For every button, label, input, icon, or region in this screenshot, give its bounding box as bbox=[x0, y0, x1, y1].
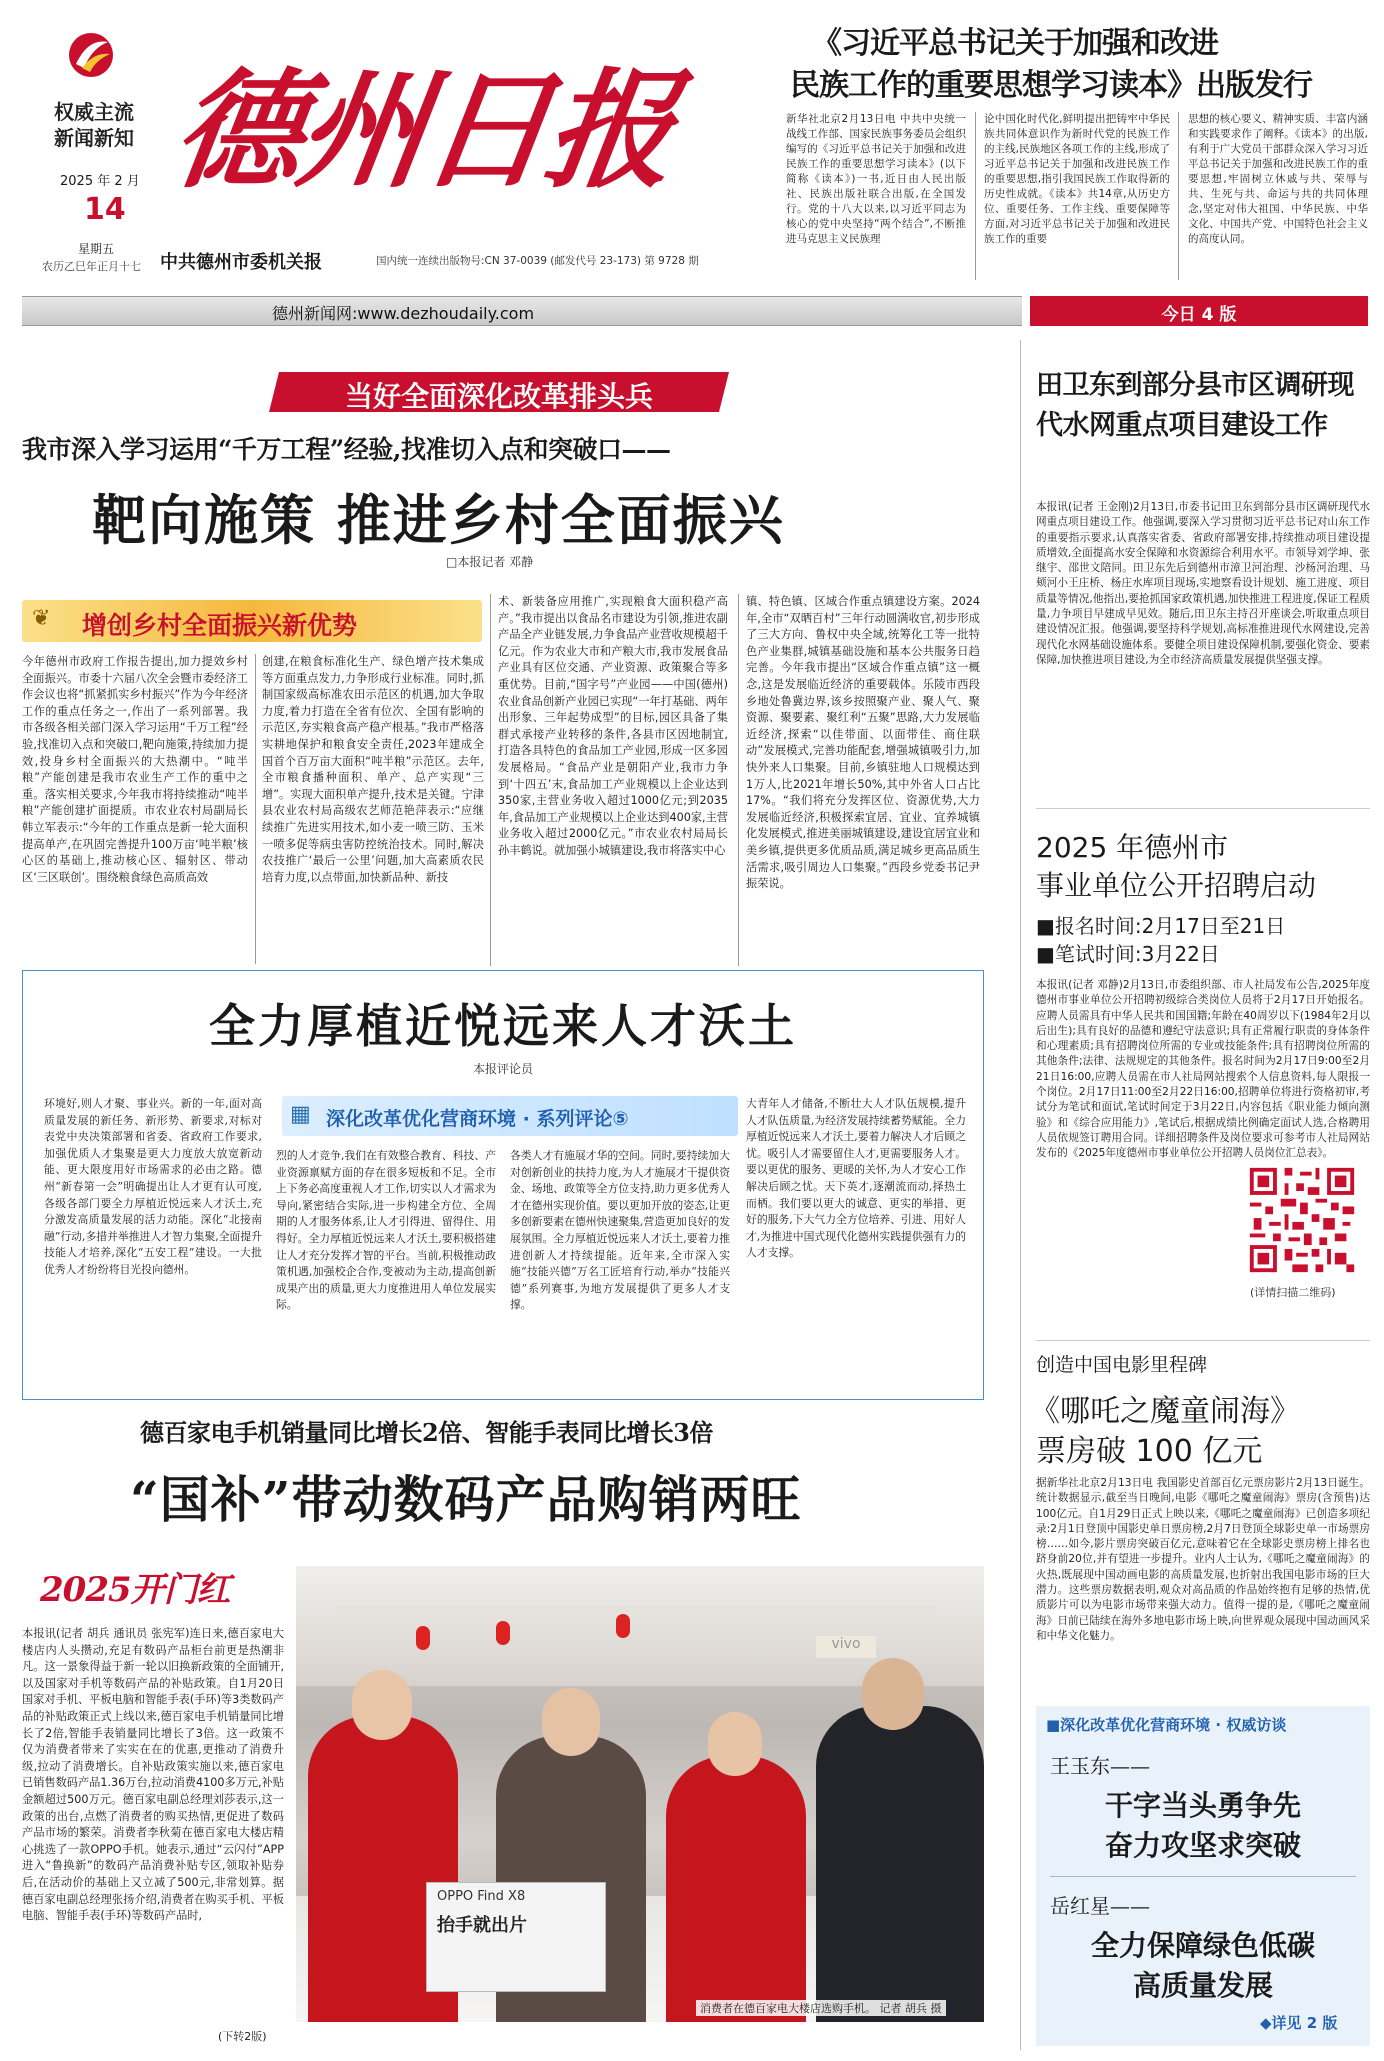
newspaper-logo-icon bbox=[66, 30, 116, 80]
see-page-2-link[interactable]: ◆详见 2 版 bbox=[1260, 2014, 1338, 2032]
qr-code-icon[interactable] bbox=[1246, 1164, 1358, 1276]
continued-note: (下转2版) bbox=[214, 2028, 267, 2044]
lead-col4: 镇、特色镇、区域合作重点镇建设方案。2024年,全市“双晒百村”三年行动圆满收官,初步形成了三大方向、鲁权中央全域,统筹化工等一批特色产业集群,城镇基础设施和基本公共服务日趋完善。今年我市提出“区域合作重点镇”这一概念,这是发展临近经济的重要载体。乐陵市西段乡地处鲁冀边界,该乡按照聚产业、聚人气、聚资源、聚要素、聚红利“五聚”思路,大力发展临近经济,探索“以佳带面、以面带佳、商住联动”发展模式,完善功能配套,增强城镇吸引力,加快外来人口集聚。目前,乡镇驻地人口规模达到1万人,比2021年增长50%,其中外省人口占比17%。“我们将充分发挥区位、资源优势,大力发展临近经济,积极探索宜居、宜业、宜养城镇化发展模式,推进美丽城镇建设,建设宜居宜业和美乡镇,提供更多优质品质,满足城乡更高品质生活需求,吸引周边人口集聚。”西段乡党委书记尹振荣说。 bbox=[746, 595, 980, 891]
rural-subbanner-text: 增创乡村全面振兴新优势 bbox=[82, 611, 358, 640]
publication-info: 国内统一连续出版物号:CN 37-0039 (邮发代号 23-173) 第 9728 期 bbox=[376, 255, 699, 267]
story2-headline-line1: 2025 年德州市 bbox=[1036, 831, 1229, 864]
top-story-title-line1: 《习近平总书记关于加强和改进 bbox=[812, 26, 1218, 61]
rural-subbanner bbox=[22, 600, 482, 642]
issue-year-month: 2025 年 2 月 bbox=[60, 174, 140, 189]
lead-col2: 创建,在粮食标准化生产、绿色增产技术集成等方面重点发力,力争形成行业标准。同时,抓制国家级高标准农田示范区的机遇,加大争取力度,着力打造在全省有位次、全国有影响的示范区,夯实粮食高产稳产根基。”我市严格落实耕地保护和粮食安全责任,2023年建成全国首个百万亩大面积“吨半粮”示范区。去年,全市粮食播种面积、单产、总产实现“三增”。实现大面积单产提升,技术是关键。宁津县农业农村局高级农艺师范艳萍表示:“应继续推广先进实用技术,如小麦一喷三防、玉米一喷多促等病虫害防控统治技术。同时,解决农技推广‘最后一公里’问题,加大高素质农民培育力度,以点带面,加快新品种、新技 bbox=[262, 655, 484, 884]
interview-box bbox=[1036, 1706, 1370, 2046]
lead-col1: 今年德州市政府工作报告提出,加力提效乡村全面振兴。市委十六届八次全会暨市委经济工作会议也将“抓紧抓实乡村振兴”作为今年经济工作的重点任务之一,作出了一系列部署。我市各级各相关部门深入学习运用“千万工程”经验,找准切入点和突破口,靶向施策,持续加力提效,投身乡村全面振兴的大热潮中。“吨半粮”产能创建是我市农业生产工作的重中之重。落实相关要求,今年我市将持续推动“吨半粮”产能创建扩面提质。市农业农村局副局长韩立军表示:“今年的工作重点是新一轮大面积提高单产,在巩固完善提升100万亩‘吨半粮’核心区的基础上,推动核心区、辐射区、带动区‘三区联创’。围绕粮食绿色高质高效 bbox=[22, 655, 248, 884]
top-story-col2: 论中国化时代化,鲜明提出把铸牢中华民族共同体意识作为新时代党的民族工作的主线,民族地区各项工作的主线,形成了习近平总书记关于加强和改进民族工作的重要思想,指引我国民族工作取得新的历史性成就。《读本》共14章,从历史方位、重要任务、工作主线、重要保障等方面,对习近平总书记关于加强和改进民族工作的重要 bbox=[984, 113, 1170, 245]
interview1-title-line2: 奋力攻坚求突破 bbox=[1104, 1829, 1301, 1862]
story2-headline-line2: 事业单位公开招聘启动 bbox=[1036, 869, 1317, 902]
editorial-byline: 本报评论员 bbox=[472, 1062, 533, 1076]
interview2-name: 岳红星—— bbox=[1050, 1894, 1150, 1918]
website-url[interactable]: 德州新闻网:www.dezhoudaily.com bbox=[272, 304, 535, 323]
top-story-col3: 思想的核心要义、精神实质、丰富内涵和实践要求作了阐释。《读本》的出版,有利于广大党员干部群众深入学习习近平总书记关于加强和改进民族工作的重要思想,牢固树立休戚与共、荣辱与共、生死与共、命运与共的共同体理念,坚定对伟大祖国、中华民族、中华文化、中国共产党、中国特色社会主义的高度认同。 bbox=[1188, 113, 1368, 245]
story3-kicker: 创造中国电影里程碑 bbox=[1036, 1354, 1208, 1376]
digital-headline: “国补”带动数码产品购销两旺 bbox=[130, 1470, 802, 1529]
lead-byline: □本报记者 邓静 bbox=[446, 555, 534, 569]
qr-caption: (详情扫描二维码) bbox=[1250, 1286, 1336, 1299]
top-story-col1: 新华社北京2月13日电 中共中央统一战线工作部、国家民族事务委员会组织编写的《习近平总书记关于加强和改进民族工作的重要思想学习读本》(以下简称《读本》)一书,近日由人民出版社、民族出版社联合出版,在全国发行。党的十八大以来,以习近平同志为核心的党中央坚持“两个结合”,不断推进马克思主义民族理 bbox=[786, 113, 966, 245]
editorial-col4: 大青年人才储备,不断壮大人才队伍规模,提升人才队伍质量,为经济发展持续蓄势赋能。全力厚植近悦远来人才沃土,要着力解决人才后顾之忧。吸引人才需要留住人才,更需要服务人才。要以更优的服务、更暖的关怀,为人才安心工作解决后顾之忧。天下英才,逐潮流而动,择热土而栖。我们要以更大的诚意、更实的举措、更好的服务,下大气力全方位培养、引进、用好人才,为推进中国式现代化德州实践提供强有力的人才支撑。 bbox=[746, 1097, 966, 1260]
salesperson-right bbox=[666, 1756, 806, 2022]
interview-banner: ■深化改革优化营商环境 · 权威访谈 bbox=[1046, 1716, 1287, 1734]
story1-headline: 田卫东到部分县市区调研现代水网重点项目建设工作 bbox=[1036, 370, 1354, 441]
website-bar bbox=[22, 296, 1022, 326]
shopping-photo: vivo OPPO Find X8 抬手就出片 消费者在德百家电大楼店选购手机。 记者 胡兵 摄 bbox=[296, 1566, 984, 2022]
issue-lunar-date: 农历乙巳年正月十七 bbox=[42, 260, 141, 273]
series-banner bbox=[282, 1096, 738, 1136]
editorial-col1: 环境好,则人才聚、事业兴。新的一年,面对高质量发展的新任务、新形势、新要求,对标对表党中央决策部署和省委、省政府工作要求,加强优质人才集聚是更大力度放大放宽新动能、更大限度用好市场需求的必由之路。德州“新春第一会”明确提出让人才更有认可度,各级各部门要全力厚植近悦远来人才沃土,充分激发高质量发展的活力动能。深化“北接南融”行动,多措并举推进人才智力集聚,全面提升技能人才培养,深化“五安工程”建设。一大批优秀人才纷纷将目光投向德州。 bbox=[44, 1097, 262, 1276]
issue-weekday: 星期五 bbox=[78, 242, 115, 256]
photo-caption: 消费者在德百家电大楼店选购手机。 记者 胡兵 摄 bbox=[696, 2000, 946, 2016]
editorial-headline: 全力厚植近悦远来人才沃土 bbox=[209, 999, 797, 1053]
issue-day: 14 bbox=[84, 192, 126, 227]
interview2-title-line2: 高质量发展 bbox=[1132, 1969, 1273, 2002]
phone-model-label: OPPO Find X8 bbox=[437, 1889, 526, 1904]
interview2-title-line1: 全力保障绿色低碳 bbox=[1090, 1929, 1315, 1962]
digital-kicker: 德百家电手机销量同比增长2倍、智能手表同比增长3倍 bbox=[140, 1418, 713, 1447]
story2-bullet1: ■报名时间:2月17日至21日 bbox=[1036, 914, 1286, 938]
top-story-title-line2: 民族工作的重要思想学习读本》出版发行 bbox=[790, 68, 1312, 103]
lead-kicker: 我市深入学习运用“千万工程”经验,找准切入点和突破口—— bbox=[22, 435, 671, 464]
phone-display-sign bbox=[426, 1882, 606, 1992]
today-pages-label: 今日 4 版 bbox=[1161, 305, 1237, 325]
city-icon: ▦ bbox=[290, 1102, 311, 1127]
editorial-col3: 各类人才有施展才华的空间。同时,要持续加大对创新创业的扶持力度,为人才施展才干提供资金、场地、政策等全方位支持,助力更多优秀人才在德州实现价值。要以更加开放的姿态,让更多创新要素在德州快速聚集,营造更加良好的发展氛围。全力厚植近悦远来人才沃土,要着力推进创新人才持续提能。近年来,全市深入实施“技能兴德”万名工匠培育行动,举办“技能兴德”系列赛事,为地方发展提供了更多人才支撑。 bbox=[510, 1149, 730, 1312]
story2-bullet2: ■笔试时间:3月22日 bbox=[1036, 942, 1220, 966]
editorial-col2: 烈的人才竞争,我们在有效整合教育、科技、产业资源禀赋方面的存在很多短板和不足。全市上下务必高度重视人才工作,切实以人才需求为导向,紧密结合实际,进一步构建全方位、全周期的人才服务体系,让人才引得进、留得住、用得好。全力厚植近悦远来人才沃土,要积极搭建让人才充分发挥才智的平台。当前,积极推动政策机遇,加强校企合作,变被动为主动,提高创新成果产出的质量,更大力度推进用人单位发展实际。 bbox=[276, 1149, 496, 1312]
story3-body: 据新华社北京2月13日电 我国影史首部百亿元票房影片2月13日诞生。统计数据显示,截至当日晚间,电影《哪吒之魔童闹海》票房(含预售)达100亿元。自1月29日正式上映以来,《哪吒之魔童闹海》已创造多项纪录:2月1日登顶中国影史单日票房榜,2月7日登顶全球影史单一市场票房榜……如今,影片票房突破百亿元,意味着它在全球影史票房榜上排名也跻身前20位,并有望进一步提升。业内人士认为,《哪吒之魔童闹海》的火热,既展现中国动画电影的高质量发展,也折射出我国电影市场的巨大潜力。这些票房数据表明,观众对高品质的作品始终抱有足够的热情,优质影片可以为电影市场带来强大动力。值得一提的是,《哪吒之魔童闹海》日前已陆续在海外多地电影市场上映,向世界观众展现中国动画风采和中华文化魅力。 bbox=[1036, 1477, 1370, 1642]
customer-right bbox=[816, 1706, 984, 2022]
organ-label: 中共德州市委机关报 bbox=[160, 252, 322, 273]
series-banner-text: 深化改革优化营商环境 · 系列评论⑤ bbox=[326, 1108, 629, 1130]
lead-headline: 靶向施策 推进乡村全面振兴 bbox=[92, 489, 785, 552]
slogan-line2: 新闻新知 bbox=[54, 126, 134, 150]
masthead bbox=[0, 0, 1384, 300]
digital-body: 本报讯(记者 胡兵 通讯员 张宪军)连日来,德百家电大楼店内人头攒动,充足有数码产品柜台前更是热潮非凡。这一景象得益于新一轮以旧换新政策的全面铺开,以及国家对手机等数码产品的补贴政策。自1月20日国家对手机、平板电脑和智能手表(手环)等3类数码产品的补贴政策正式上线以来,德百家电手机销量同比增长了2倍,智能手表销量同比增长了3倍。这一政策不仅为消费者带来了实实在在的优惠,更推动了消费升级,拉动了消费增长。自补贴政策实施以来,德百家电已销售数码产品1.36万台,拉动消费4100多万元,补贴金额超过500万元。德百家电副总经理刘莎表示,这一政策的出台,点燃了消费者的购买热情,更促进了数码产品市场的繁荣。消费者李秋菊在德百家电大楼店精心挑选了一款OPPO手机。她表示,通过“云闪付”APP进入“鲁换新”的数码产品消费补贴专区,领取补贴券后,在活动价的基础上又立减了500元,非常划算。据德百家电副总经理张扬介绍,消费者在购买手机、平板电脑、智能手表(手环)等数码产品时, bbox=[22, 1627, 284, 1923]
interview1-title-line1: 干字当头勇争先 bbox=[1104, 1789, 1301, 1822]
wheat-icon: ❦ bbox=[32, 606, 51, 631]
lead-col3: 术、新装备应用推广,实现粮食大面积稳产高产。”我市提出以食品名市建设为引领,推进农副产品全产业链发展,力争食品产业营收规模超千亿元。作为农业大市和产粮大市,我市发展食品产业具有区位交通、产业资源、政策聚合等多重优势。目前,“国字号”产业园——中国(德州)农业食品创新产业园已实现“一年打基础、两年出形象、三年起势成型”的目标,园区具备了集群式承接产业转移的条件,各县市区因地制宜,打造各具特色的食品加工产业园,形成一区多园发展格局。“食品产业是朝阳产业,我市力争到‘十四五’末,食品加工产业规模以上企业达到350家,主营业务收入超过1000亿元;到2035年,食品加工产业规模以上企业达到400家,主营业务收入超过2000亿元。”市农业农村局局长孙丰鹤说。就加强小城镇建设,我市将落实中心 bbox=[498, 595, 728, 857]
story2-body: 本报讯(记者 邓静)2月13日,市委组织部、市人社局发布公告,2025年度德州市事业单位公开招聘初级综合类岗位人员将于2月17日开始报名。应聘人员需具有中华人民共和国国籍;年龄在40周岁以下(1984年2月以后出生);具有良好的品德和遵纪守法意识;具有正常履行职责的身体条件和心理素质;具有招聘岗位所需的专业或技能条件;具有招聘岗位所需的其他条件;法律、法规规定的其他条件。报名时间为2月17日9:00至2月21日16:00,应聘人员需在市人社局网站搜索个人信息资料,每人限报一个岗位。2月17日11:00至2月22日16:00,招聘单位将进行资格初审,考试分为笔试和面试,笔试时间定于3月22日,内容包括《职业能力倾向测验》和《综合应用能力》,笔试后,根据成绩比例确定面试人选,合格聘用人员依规签订聘用合同。详细招聘条件及岗位要求可参考市人社局网站发布的《2025年度德州市事业单位公开招聘人员岗位汇总表》。 bbox=[1036, 979, 1370, 1158]
phone-slogan-label: 抬手就出片 bbox=[437, 1915, 527, 1936]
slogan-line1: 权威主流 bbox=[54, 100, 134, 124]
story2-body-narrow bbox=[1036, 1160, 1230, 1336]
reform-banner-text: 当好全面深化改革排头兵 bbox=[344, 380, 653, 413]
newspaper-name: 德州日报 bbox=[164, 56, 682, 206]
kaimenhong-logo: 2025开门红 bbox=[40, 1570, 230, 1610]
story3-headline-line2: 票房破 100 亿元 bbox=[1036, 1434, 1263, 1469]
interview1-name: 王玉东—— bbox=[1050, 1754, 1150, 1778]
story1-body: 本报讯(记者 王金刚)2月13日,市委书记田卫东到部分县市区调研现代水网重点项目建设工作。他强调,要深入学习贯彻习近平总书记对山东工作的重要指示要求,认真落实省委、省政府部署安排,持续推动项目建设提质增效,全面提高水安全保障和水资源综合利用水平。市领导刘学坤、张继宇、邵世文陪同。田卫东先后到德州市漳卫河治理、沙杨河治理、马颊河小王庄桥、杨庄水库项目现场,实地察看设计规划、施工进度、项目质量等情况,他指出,要抢抓国家政策机遇,加快推进工程进度,保证工程质量,力争项目早建成早见效。随后,田卫东主持召开座谈会,听取重点项目建设情况汇报。他强调,要坚持科学规划,高标准推进现代水网建设,完善现代化水网基础设施体系。要健全项目建设保障机制,要强化资金、要素保障,加快推进项目建设,为全市经济高质量发展提供坚强支撑。 bbox=[1036, 501, 1370, 666]
story3-headline-line1: 《哪吒之魔童闹海》 bbox=[1030, 1394, 1300, 1429]
today-pages-bar bbox=[1030, 296, 1368, 326]
